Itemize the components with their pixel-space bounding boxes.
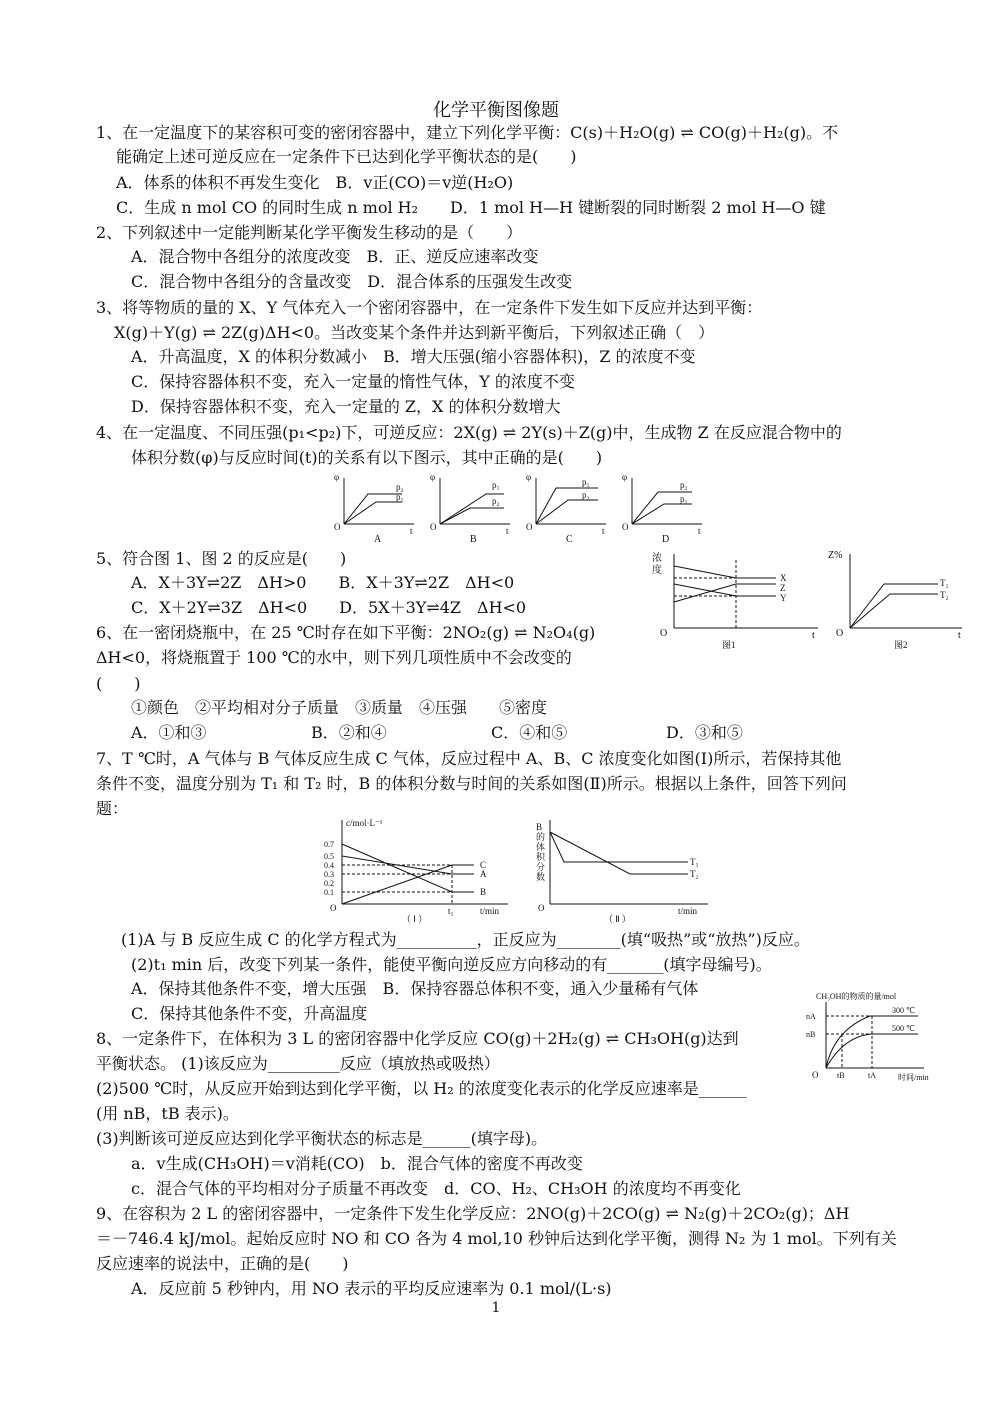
q6-items: ①颜色 ②平均相对分子质量 ③质量 ④压强 ⑤密度 [131,698,548,717]
q8-line3: (2)500 ℃时，从反应开始到达到化学平衡，以 H₂ 的浓度变化表示的化学反应速率是______ [96,1079,747,1098]
q6-line3: ( ) [96,674,141,693]
q8-graph-na: nA [806,1012,816,1021]
q7-fig1-series-a: A [480,869,487,879]
q4-b-label: B [470,534,477,545]
q7-options-ab: A．保持其他条件不变，增大压强 B．保持容器总体积不变，通入少量稀有气体 [131,979,699,998]
q1-line1: 1、在一定温度下的某容积可变的密闭容器中，建立下列化学平衡：C(s)＋H₂O(g) ⇌ CO(g)＋H₂(g)。不 [96,123,839,142]
q4-b-origin: O [430,522,437,532]
q4-c-ylabel: φ [526,472,532,482]
q7-fig2-origin: O [538,903,545,913]
q6-option-a: A．①和③ [131,723,207,742]
q4-d-xlabel: t [698,526,701,536]
q5-fig1-caption: 图1 [722,640,736,650]
q4-d-ylabel: φ [622,472,628,482]
q5-fig2-t1: T₁ [940,578,949,588]
q8-line2: 平衡状态。 (1)该反应为_________反应（填放热或吸热） [96,1054,500,1073]
q7-sub2: (2)t₁ min 后，改变下列某一条件，能使平衡向逆反应方向移动的有_______(填字母编号)。 [131,955,772,974]
q4-line1: 4、在一定温度、不同压强(p₁<p₂)下，可逆反应：2X(g) ⇌ 2Y(s)＋Z(g)中，生成物 Z 在反应混合物中的 [96,423,842,442]
q8-line4: (用 nB，tB 表示)。 [96,1104,239,1123]
q7-fig2-caption: （ Ⅱ ） [604,914,631,924]
q4-a-bottom: p₁ [396,492,404,502]
q4-graph-b [430,472,510,545]
q7-fig2-ylabel-5: 数 [536,872,546,882]
q5-fig1-ylabel2: 度 [652,565,662,576]
q7-fig1-series-b: B [480,887,487,897]
q2-options-cd: C．混合物中各组分的含量改变 D．混合体系的压强发生改变 [131,272,573,291]
q5-fig1-ylabel1: 浓 [652,553,662,564]
q5-fig2 [828,550,962,650]
q7-fig1-tick-01: 0.1 [324,888,334,897]
q7-sub1: (1)A 与 B 反应生成 C 的化学方程式为__________，正反应为________(填“吸热”或“放热”)反应。 [121,930,810,949]
q7-fig1-series-c: C [480,860,487,870]
q4-c-label: C [566,534,573,545]
q4-b-xlabel: t [506,526,509,536]
q8-graph-ta: tA [868,1071,876,1080]
q4-c-top: p₁ [582,477,590,487]
q5-fig1-series-y: Y [780,593,787,603]
q7-fig2-ylabel-1: 的 [536,832,546,842]
q9-option-a: A．反应前 5 秒钟内，用 NO 表示的平均反应速率为 0.1 mol/(L·s) [131,1279,612,1298]
q7-fig1-xlabel: t/min [480,906,500,916]
q7-line1: 7、T ℃时，A 气体与 B 气体反应生成 C 气体，反应过程中 A、B、C 浓度变化如图(Ⅰ)所示，若保持其他 [96,749,842,768]
q7-option-c: C．保持其他条件不变，升高温度 [131,1004,368,1023]
q4-graph-d [622,472,702,545]
q8-line5: (3)判断该可逆反应达到化学平衡状态的标志是______(填字母)。 [96,1129,548,1148]
q4-graph-c [526,472,606,545]
q1-options-ab: A．体系的体积不再发生变化 B．v正(CO)＝v逆(H₂O) [116,173,514,192]
q7-fig1-tick-07: 0.7 [324,840,334,849]
q8-graph [804,990,964,1090]
q5-figures [650,550,980,654]
q8-line1: 8、一定条件下，在体积为 3 L 的密闭容器中化学反应 CO(g)＋2H₂(g) ⇌ CH₃OH(g)达到 [96,1029,739,1048]
q7-fig1-tick-04: 0.4 [324,861,334,870]
q9-line1: 9、在容积为 2 L 的密闭容器中，一定条件下发生化学反应：2NO(g)＋2CO(g) ⇌ N₂(g)＋2CO₂(g)；ΔH [96,1204,850,1223]
q4-d-top: p₂ [680,480,688,490]
q4-c-origin: O [526,522,533,532]
q4-b-bottom: p₂ [492,496,500,506]
q7-figures [318,818,718,926]
q6-option-b: B．②和④ [311,723,387,742]
q2-options-ab: A．混合物中各组分的浓度改变 B．正、逆反应速率改变 [131,247,539,266]
q5-fig2-caption: 图2 [894,640,908,650]
q3-option-d: D．保持容器体积不变，充入一定量的 Z，X 的体积分数增大 [131,397,561,416]
q5-stem: 5、符合图 1、图 2 的反应是( ) [96,549,347,568]
q5-fig1-series-z: Z [780,583,786,593]
q7-fig1-xtick: t₁ [448,906,454,916]
page-number: 1 [491,1300,501,1316]
q3-equation: X(g)＋Y(g) ⇌ 2Z(g)ΔH<0。当改变某个条件并达到新平衡后，下列叙述正确（ ） [114,323,715,342]
q5-fig2-t2: T₂ [940,590,949,600]
q9-line3: 反应速率的说法中，正确的是( ) [96,1254,349,1273]
q7-fig2-ylabel-3: 积 [536,852,546,862]
q4-graphs [330,472,750,544]
q7-fig2 [536,820,708,924]
q4-a-origin: O [334,522,341,532]
q4-graph-a [334,472,414,545]
q4-a-ylabel: φ [334,472,340,482]
q8-graph-nb: nB [806,1030,816,1039]
q7-fig2-t1: T₁ [690,857,699,867]
q4-a-label: A [374,534,382,545]
q5-fig2-origin: O [836,628,844,639]
q3-stem: 3、将等物质的量的 X、Y 气体充入一个密闭容器中，在一定条件下发生如下反应并达到平衡： [96,298,763,317]
q4-b-ylabel: φ [430,472,436,482]
q7-line3: 题： [96,799,129,818]
q5-fig1-xlabel: t [812,630,815,641]
q4-a-xlabel: t [410,526,413,536]
q4-a-top: p₂ [396,482,404,492]
q7-fig1-ylabel: c/mol·L⁻¹ [346,818,383,828]
q8-graph-500: 500 ℃ [892,1024,915,1033]
q7-fig1-tick-02: 0.2 [324,879,334,888]
q5-fig2-ylabel: Z% [828,550,843,561]
q8-graph-tb: tB [837,1071,845,1080]
page-title: 化学平衡图像题 [433,100,559,121]
q7-fig1-tick-03: 0.3 [324,870,334,879]
q7-fig2-ylabel-2: 体 [536,842,546,852]
q5-options-ab: A．X＋3Y⇌2Z ΔH>0 B．X＋3Y⇌2Z ΔH<0 [131,573,515,592]
q7-line2: 条件不变，温度分别为 T₁ 和 T₂ 时，B 的体积分数与时间的关系如图(Ⅱ)所示。根据以上条件，回答下列问 [96,774,847,793]
q2-stem: 2、下列叙述中一定能判断某化学平衡发生移动的是（ ） [96,223,523,242]
q5-fig1-origin: O [660,628,668,639]
q8-graph-xlabel: 时间/min [898,1073,929,1082]
q7-fig1-origin: O [330,903,337,913]
q5-fig2-xlabel: t [958,630,961,641]
q6-line1: 6、在一密闭烧瓶中，在 25 ℃时存在如下平衡：2NO₂(g) ⇌ N₂O₄(g) [96,623,596,642]
q7-fig1-caption: （ Ⅰ ） [402,914,428,924]
q4-d-origin: O [622,522,629,532]
q3-option-a: A．升高温度，X 的体积分数减小 B．增大压强(缩小容器体积)，Z 的浓度不变 [131,347,696,366]
q8-options-cd: c．混合气体的平均相对分子质量不再改变 d．CO、H₂、CH₃OH 的浓度均不再变化 [131,1179,741,1198]
q6-line2: ΔH<0，将烧瓶置于 100 ℃的水中，则下列几项性质中不会改变的 [96,648,572,667]
q4-line2: 体积分数(φ)与反应时间(t)的关系有以下图示，其中正确的是( ) [131,448,603,467]
q9-line2: ＝－746.4 kJ/mol。起始反应时 NO 和 CO 各为 4 mol,10 秒钟后达到化学平衡，测得 N₂ 为 1 mol。下列有关 [96,1229,897,1248]
q5-fig1 [652,551,818,650]
q7-fig2-xlabel: t/min [678,906,698,916]
q6-option-d: D．③和⑤ [666,723,743,742]
q1-options-cd: C．生成 n mol CO 的同时生成 n mol H₂ D．1 mol H—H 键断裂的同时断裂 2 mol H—O 键 [116,198,826,217]
q8-graph-origin: O [812,1070,819,1080]
q5-options-cd: C．X＋2Y⇌3Z ΔH<0 D．5X＋3Y⇌4Z ΔH<0 [131,598,527,617]
q4-d-label: D [662,534,670,545]
q4-b-top: p₁ [492,480,500,490]
q8-options-ab: a．v生成(CH₃OH)＝v消耗(CO) b．混合气体的密度不再改变 [131,1154,583,1173]
q7-fig1-tick-05: 0.5 [324,852,334,861]
q3-option-c: C．保持容器体积不变，充入一定量的惰性气体，Y 的浓度不变 [131,372,575,391]
q7-fig2-ylabel-4: 分 [536,862,546,872]
q4-c-xlabel: t [602,526,605,536]
q7-fig2-t2: T₂ [690,869,699,879]
q6-option-c: C．④和⑤ [491,723,568,742]
q8-graph-300: 300 ℃ [892,1006,915,1015]
q5-fig1-series-x: X [780,573,787,583]
q7-fig2-ylabel-0: B [536,822,543,832]
q8-graph-ylabel: CH₃OH的物质的量/mol [816,992,897,1001]
q4-c-bottom: p₂ [582,490,590,500]
q7-fig1 [324,818,508,924]
q4-d-bottom: p₁ [680,494,688,504]
q1-line2: 能确定上述可逆反应在一定条件下已达到化学平衡状态的是( ) [116,147,577,166]
